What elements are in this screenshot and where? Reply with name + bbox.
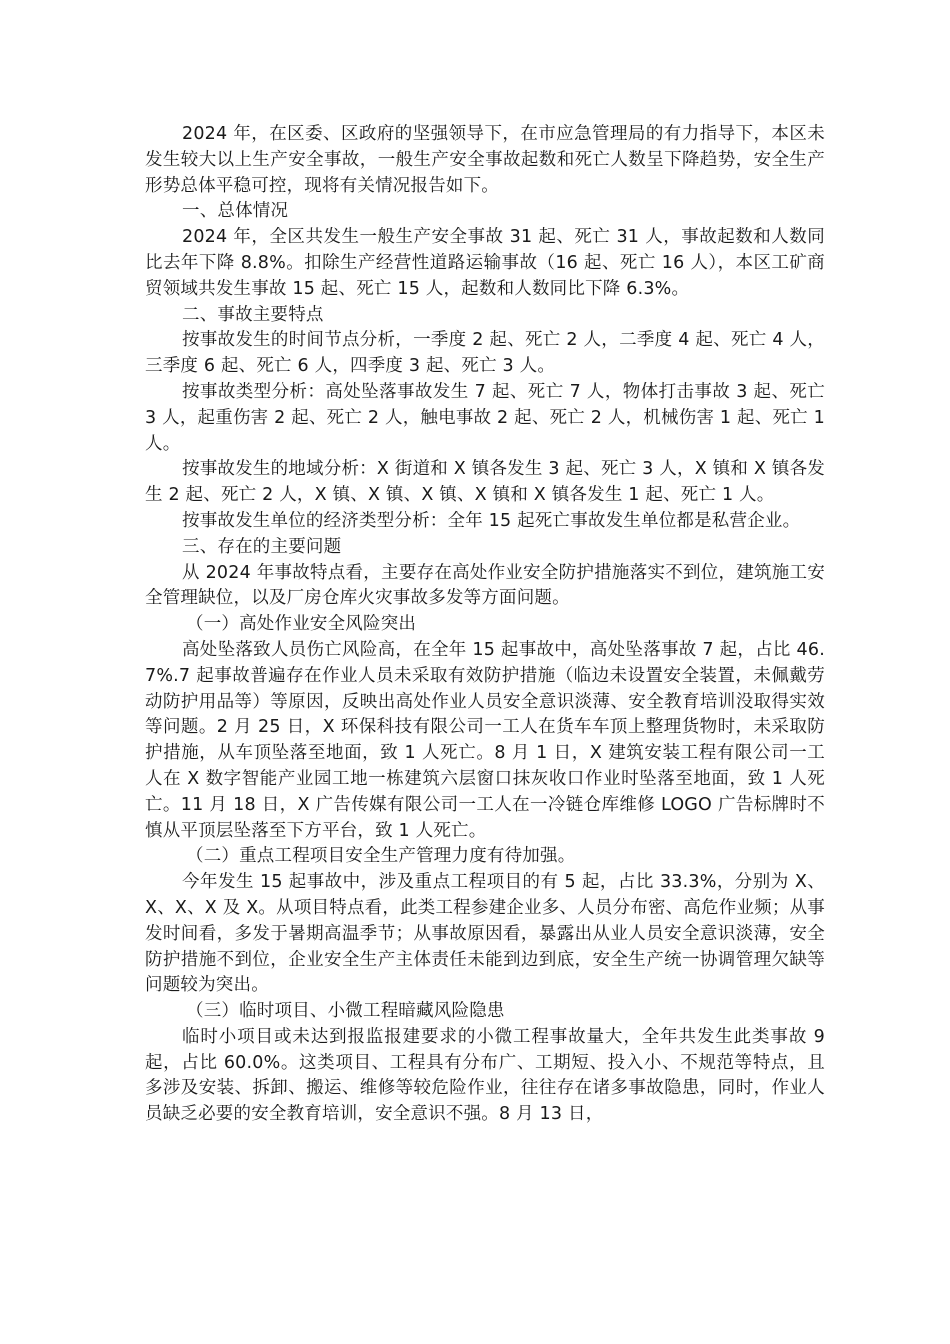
small-projects-paragraph: 临时小项目或未达到报监报建要求的小微工程事故量大，全年共发生此类事故 9 起，占比 60.0%。这类项目、工程具有分布广、工期短、投入小、不规范等特点，且多涉及安装、拆卸、搬运、维修等较危险作业，往往存在诸多事故隐患，同时，作业人员缺乏必要的安全教育培训，安全意识不强。8 月 13 日， (145, 1026, 825, 1125)
key-projects-paragraph: 今年发生 15 起事故中，涉及重点工程项目的有 5 起，占比 33.3%，分别为 X、X、X、X 及 X。从项目特点看，此类工程参建企业多、人员分布密、高危作业频；从事发时间看，多发于暑期高温季节；从事故原因看，暴露出从业人员安全意识淡薄，安全防护措施不到位，企业安全生产主体责任未能到边到底，安全生产统一协调管理欠缺等问题较为突出。 (145, 872, 825, 996)
section-heading-problems: 三、存在的主要问题 (182, 536, 342, 557)
overview-paragraph: 2024 年，全区共发生一般生产安全事故 31 起、死亡 31 人，事故起数和人数同比去年下降 8.8%。扣除生产经营性道路运输事故（16 起、死亡 16 人），本区工矿商贸领域共发生事故 15 起、死亡 15 人，起数和人数同比下降 6.3%。 (145, 227, 825, 299)
features-region-paragraph: 按事故发生的地域分析：X 街道和 X 镇各发生 3 起、死亡 3 人，X 镇和 X 镇各发生 2 起、死亡 2 人，X 镇、X 镇、X 镇、X 镇和 X 镇各发生 1 起、死亡 1 人。 (145, 459, 825, 506)
height-risk-paragraph: 高处坠落致人员伤亡风险高，在全年 15 起事故中，高处坠落事故 7 起，占比 46.7%.7 起事故普遍存在作业人员未采取有效防护措施（临边未设置安全装置，未佩戴劳动防护用品等）等原因，反映出高处作业人员安全意识淡薄、安全教育培训没取得实效等问题。2 月 25 日，X 环保科技有限公司一工人在货车车顶上整理货物时，未采取防护措施，从车顶坠落至地面，致 1 人死亡。8 月 1 日，X 建筑安装工程有限公司一工人在 X 数字智能产业园工地一栋建筑六层窗口抹灰收口作业时坠落至地面，致 1 人死亡。11 月 18 日，X 广告传媒有限公司一工人在一冷链仓库维修 LOGO 广告标牌时不慎从平顶层坠落至下方平台，致 1 人死亡。 (145, 639, 825, 841)
intro-paragraph: 2024 年，在区委、区政府的坚强领导下，在市应急管理局的有力指导下，本区未发生较大以上生产安全事故，一般生产安全事故起数和死亡人数呈下降趋势，安全生产形势总体平稳可控，现将有关情况报告如下。 (145, 124, 825, 196)
problems-summary-paragraph: 从 2024 年事故特点看，主要存在高处作业安全防护措施落实不到位，建筑施工安全管理缺位，以及厂房仓库火灾事故多发等方面问题。 (145, 562, 825, 609)
document-body (145, 122, 825, 1128)
subheading-height-risk: （一）高处作业安全风险突出 (186, 614, 417, 635)
subheading-small-projects: （三）临时项目、小微工程暗藏风险隐患 (186, 1001, 505, 1022)
features-economy-paragraph: 按事故发生单位的经济类型分析：全年 15 起死亡事故发生单位都是私营企业。 (182, 510, 801, 531)
section-heading-overview: 一、总体情况 (182, 201, 289, 222)
features-type-paragraph: 按事故类型分析：高处坠落事故发生 7 起、死亡 7 人，物体打击事故 3 起、死亡 3 人，起重伤害 2 起、死亡 2 人，触电事故 2 起、死亡 2 人，机械伤害 1 起、死亡 1 人。 (145, 381, 825, 454)
section-heading-features: 二、事故主要特点 (182, 304, 324, 325)
features-time-paragraph: 按事故发生的时间节点分析，一季度 2 起、死亡 2 人，二季度 4 起、死亡 4 人，三季度 6 起、死亡 6 人，四季度 3 起、死亡 3 人。 (145, 330, 825, 377)
subheading-key-projects: （二）重点工程项目安全生产管理力度有待加强。 (186, 846, 576, 867)
